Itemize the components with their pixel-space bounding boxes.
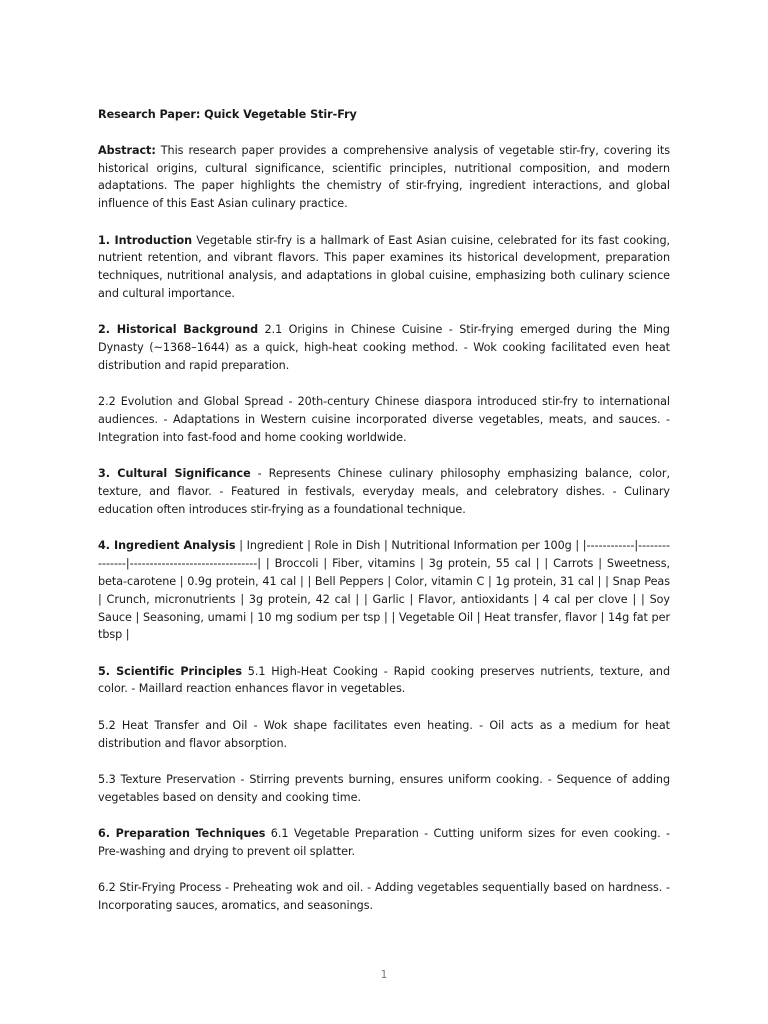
- abstract-paragraph: [98, 142, 670, 213]
- stir-frying-process-paragraph: 6.2 Stir-Frying Process - Preheating wok and oil. - Adding vegetables sequentially based on hardness. - Incorporating sauces, aromatics, and seasonings.: [98, 881, 670, 913]
- historical-background-heading: 2. Historical Background: [98, 323, 259, 337]
- historical-background-paragraph: [98, 321, 670, 374]
- heat-transfer-paragraph: 5.2 Heat Transfer and Oil - Wok shape facilitates even heating. - Oil acts as a medium for heat distribution and flavor absorption.: [98, 718, 670, 750]
- cultural-significance-text: - Represents Chinese culinary philosophy emphasizing balance, color, texture, and flavor. - Featured in festivals, everyday meals, and celebratory dishes. - Culinary education often introduces stir-frying as a foundational technique.: [98, 467, 670, 516]
- introduction-text: Vegetable stir-fry is a hallmark of East Asian cuisine, celebrated for its fast cooking, nutrient retention, and vibrant flavors. This paper examines its historical development, preparation techniques, nutritional analysis, and adaptations in global cuisine, emphasizing both culinary science and cultural importance.: [98, 233, 671, 300]
- ingredient-analysis-heading: 4. Ingredient Analysis: [98, 539, 236, 553]
- texture-preservation-paragraph: 5.3 Texture Preservation - Stirring prevents burning, ensures uniform cooking. - Sequence of adding vegetables based on density and cooking time.: [98, 773, 670, 804]
- scientific-principles-heading: 5. Scientific Principles: [98, 664, 242, 678]
- page-number: 1: [380, 968, 388, 981]
- document-body: [98, 106, 670, 934]
- abstract-label: Abstract:: [98, 143, 156, 157]
- paper-title: Research Paper: Quick Vegetable Stir-Fry: [98, 108, 357, 121]
- preparation-techniques-paragraph: [98, 825, 670, 861]
- preparation-techniques-text: 6.1 Vegetable Preparation - Cutting uniform sizes for even cooking. - Pre-washing and drying to prevent oil splatter.: [98, 827, 670, 859]
- preparation-techniques-heading: 6. Preparation Techniques: [98, 827, 266, 841]
- introduction-paragraph: [98, 232, 670, 303]
- scientific-principles-paragraph: [98, 663, 670, 699]
- cultural-significance-heading: 3. Cultural Significance: [98, 467, 251, 481]
- introduction-heading: 1. Introduction: [98, 233, 193, 247]
- evolution-paragraph: 2.2 Evolution and Global Spread - 20th-century Chinese diaspora introduced stir-fry to international audiences. - Adaptations in Western cuisine incorporated diverse vegetables, meats, and sauces. - Integration into fast-food and home cooking worldwide.: [98, 395, 670, 444]
- ingredient-analysis-paragraph: [98, 537, 670, 644]
- historical-background-text: 2.1 Origins in Chinese Cuisine - Stir-frying emerged during the Ming Dynasty (~1368–1644) as a quick, high-heat cooking method. - Wok cooking facilitated even heat distribution and rapid preparation.: [98, 323, 670, 372]
- cultural-significance-paragraph: [98, 465, 670, 518]
- scientific-principles-text: 5.1 High-Heat Cooking - Rapid cooking preserves nutrients, texture, and color. - Maillard reaction enhances flavor in vegetables.: [98, 664, 670, 696]
- ingredient-analysis-text: | Ingredient | Role in Dish | Nutritional Information per 100g | |------------|---------------|--------------------------------| | Broccoli | Fiber, vitamins | 3g protein, 55 cal | | Carrots | Sweetness, beta-carotene | 0.9g protein, 41 cal | | Bell Peppers | Color, vitamin C | 1g protein, 31 cal | | Snap Peas | Crunch, micronutrients | 3g protein, 42 cal | | Garlic | Flavor, antioxidants | 4 cal per clove | | Soy Sauce | Seasoning, umami | 10 mg sodium per tsp | | Vegetable Oil | Heat transfer, flavor | 14g fat per tbsp |: [98, 539, 670, 642]
- abstract-text: This research paper provides a comprehensive analysis of vegetable stir-fry, covering its historical origins, cultural significance, scientific principles, nutritional composition, and modern adaptations. The paper highlights the chemistry of stir-frying, ingredient interactions, and global influence of this East Asian culinary practice.: [98, 143, 670, 211]
